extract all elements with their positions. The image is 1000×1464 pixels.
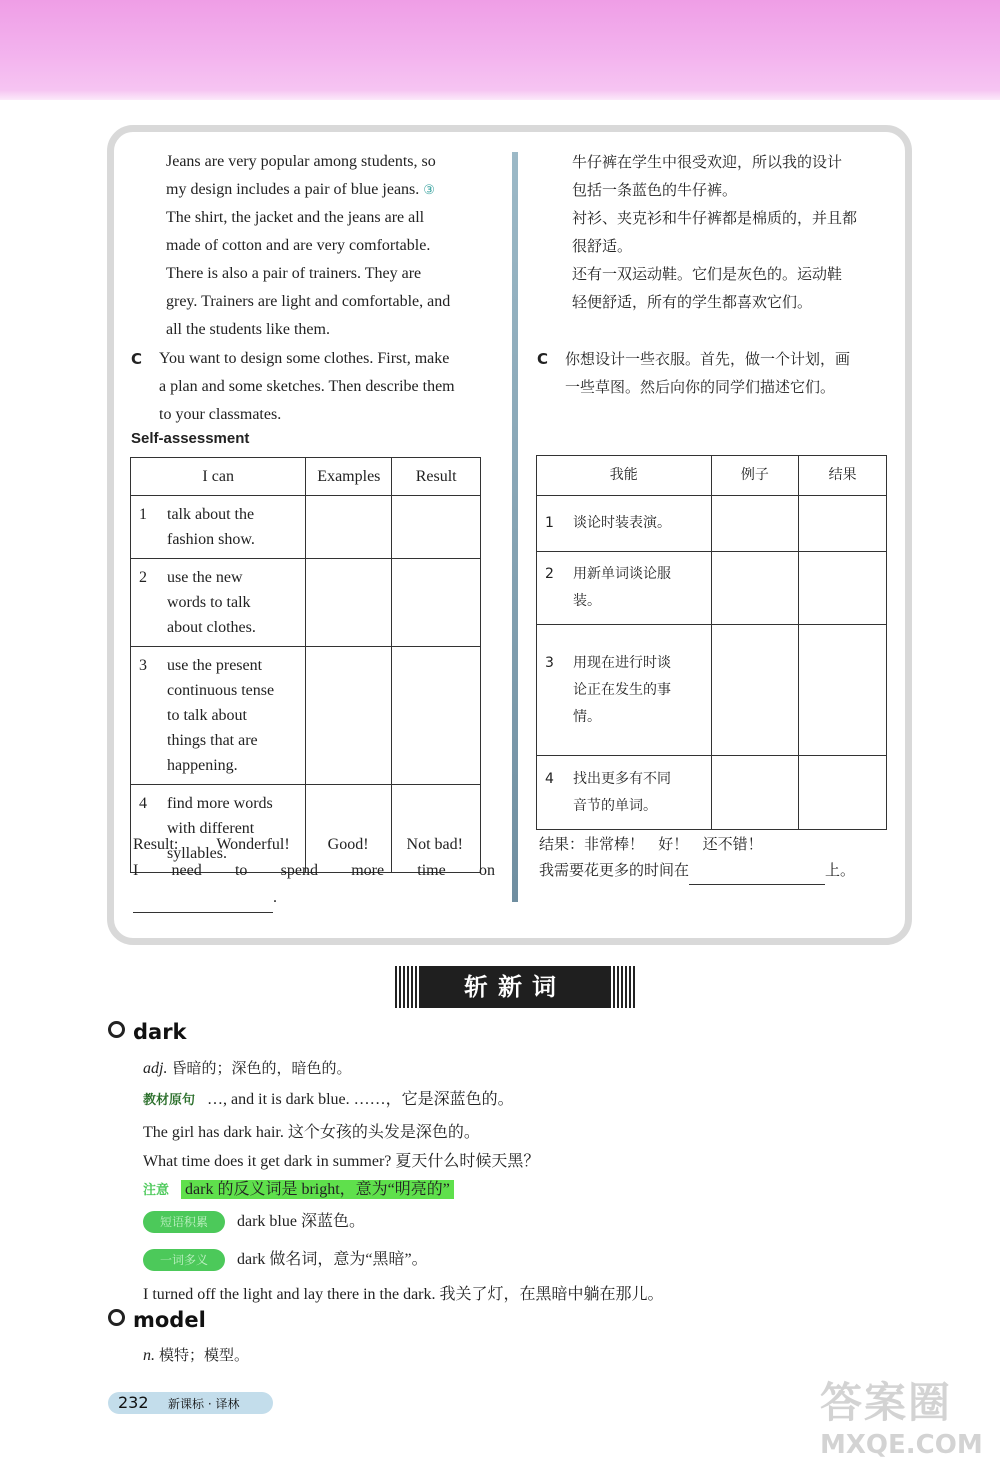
model-definition: n. 模特；模型。 — [143, 1346, 250, 1364]
zh-task-c — [537, 345, 850, 401]
table-header: 结果 — [799, 456, 887, 496]
table-cell: 4 找出更多有不同 音节的单词。 — [537, 756, 712, 830]
column-divider — [512, 152, 518, 902]
table-header: I can — [131, 458, 306, 496]
section-title: 斩新词 — [419, 966, 611, 1008]
table-cell[interactable] — [799, 552, 887, 625]
series-name: 新课标 · 译林 — [168, 1397, 240, 1411]
table-cell[interactable] — [392, 647, 481, 785]
table-cell[interactable] — [711, 496, 799, 552]
en-passage-line: all the students like them. — [166, 321, 330, 338]
task-letter: C — [537, 350, 549, 368]
dark-example: The girl has dark hair. 这个女孩的头发是深色的。 — [143, 1124, 480, 1141]
dark-definition: adj. 昏暗的；深色的，暗色的。 — [143, 1059, 352, 1077]
table-cell[interactable] — [306, 496, 392, 559]
zh-passage-line: 还有一双运动鞋。它们是灰色的。运动鞋 — [572, 265, 843, 283]
en-passage-line: grey. Trainers are light and comfortable, and — [166, 293, 451, 310]
page-footer — [108, 1392, 273, 1414]
dark-noun-use: 一词多义 dark 做名词，意为“黑暗”。 — [143, 1246, 428, 1271]
en-task-line: a plan and some sketches. Then describe them — [159, 378, 455, 395]
source-tag: 教材原句 — [143, 1093, 196, 1108]
result-option[interactable]: Good! — [327, 836, 369, 853]
page-number: 232 — [118, 1393, 149, 1412]
note-marker: ③ — [423, 182, 435, 197]
zh-passage-line: 轻便舒适，所有的学生都喜欢它们。 — [572, 293, 813, 311]
circle-bullet-icon — [108, 1309, 125, 1326]
zh-passage — [572, 148, 857, 316]
en-passage-line: my design includes a pair of blue jeans. ③ — [166, 181, 435, 198]
table-cell[interactable] — [711, 756, 799, 830]
table-cell: 4 find more words with different syllables. — [131, 785, 306, 873]
en-passage-line: The shirt, the jacket and the jeans are all — [166, 209, 425, 226]
zh-passage-line: 很舒适。 — [572, 237, 633, 255]
table-row — [537, 496, 887, 552]
circle-bullet-icon — [108, 1021, 125, 1038]
table-cell: 1 谈论时装表演。 — [537, 496, 712, 552]
highlighted-note: dark 的反义词是 bright，意为“明亮的” — [181, 1180, 454, 1199]
table-cell: 3 用现在进行时谈 论正在发生的事 情。 — [537, 625, 712, 756]
table-header: 我能 — [537, 456, 712, 496]
table-cell[interactable] — [799, 496, 887, 552]
dark-note — [143, 1176, 454, 1199]
table-cell: 3 use the present continuous tense to talk about things that are happening. — [131, 647, 306, 785]
stripe-decoration — [395, 966, 417, 1008]
watermark-logo: 答案圈 MXQE.COM — [820, 1378, 983, 1460]
zh-passage-line: 包括一条蓝色的牛仔裤。 — [572, 181, 738, 199]
en-passage-line: made of cotton and are very comfortable. — [166, 237, 431, 254]
zh-passage-line: 牛仔裤在学生中很受欢迎，所以我的设计 — [572, 153, 843, 171]
table-cell[interactable] — [799, 756, 887, 830]
dark-source-sentence: 教材原句 …, and it is dark blue. ……，它是深蓝色的。 — [143, 1091, 514, 1108]
table-row — [537, 552, 887, 625]
en-result-line: Result: Wonderful! Good! Not bad! — [133, 831, 463, 859]
en-assessment-table — [130, 457, 481, 873]
zh-task-line: 一些草图。然后向你的同学们描述它们。 — [565, 378, 836, 396]
result-option[interactable]: Wonderful! — [216, 836, 290, 853]
table-cell: 1 talk about the fashion show. — [131, 496, 306, 559]
zh-passage-line: 衬衫、夹克衫和牛仔裤都是棉质的，并且都 — [572, 209, 858, 227]
self-assessment-title: Self-assessment — [131, 430, 250, 447]
table-header: Result — [392, 458, 481, 496]
zh-task-line: 你想设计一些衣服。首先，做一个计划，画 — [565, 350, 851, 368]
table-cell[interactable] — [392, 496, 481, 559]
en-task-line: You want to design some clothes. First, make — [159, 350, 450, 367]
table-row — [537, 756, 887, 830]
en-need-line: I need to spend more time on — [133, 862, 495, 879]
en-task-line: to your classmates. — [159, 406, 282, 423]
en-passage-line: There is also a pair of trainers. They are — [166, 265, 422, 282]
table-cell[interactable] — [392, 559, 481, 647]
table-cell[interactable] — [799, 625, 887, 756]
table-cell[interactable] — [711, 625, 799, 756]
table-cell: 2 use the new words to talk about clothes. — [131, 559, 306, 647]
table-row — [131, 559, 481, 647]
meaning-pill: 一词多义 — [143, 1249, 225, 1271]
table-header: Examples — [306, 458, 392, 496]
note-tag: 注意 — [143, 1183, 170, 1198]
result-option[interactable]: Not bad! — [406, 836, 463, 853]
table-cell: 2 用新单词谈论服 装。 — [537, 552, 712, 625]
phrase-pill: 短语积累 — [143, 1211, 225, 1233]
zh-result-line: 结果：非常棒！ 好！ 还不错！ — [539, 835, 763, 853]
zh-need-line: 我需要花更多的时间在 上。 — [539, 856, 855, 885]
en-passage — [166, 148, 450, 344]
stripe-decoration — [613, 966, 635, 1008]
table-row — [131, 647, 481, 785]
en-need-blank[interactable]: . — [133, 884, 277, 913]
table-row — [537, 625, 887, 756]
en-passage-line: Jeans are very popular among students, so — [166, 153, 436, 170]
table-cell[interactable] — [711, 552, 799, 625]
section-title-banner — [395, 966, 635, 1008]
vocab-heading-dark: dark — [108, 1020, 187, 1044]
dark-example: What time does it get dark in summer? 夏天什么时候天黑？ — [143, 1153, 540, 1170]
en-task-c — [131, 345, 455, 429]
dark-phrase: 短语积累 dark blue 深蓝色。 — [143, 1208, 365, 1233]
dark-example: I turned off the light and lay there in the dark. 我关了灯，在黑暗中躺在那儿。 — [143, 1286, 664, 1303]
task-letter: C — [131, 350, 143, 368]
answer-blank[interactable] — [689, 856, 825, 885]
answer-blank[interactable] — [133, 884, 273, 913]
vocab-heading-model: model — [108, 1308, 206, 1332]
table-cell[interactable] — [306, 647, 392, 785]
zh-assessment-table — [536, 455, 887, 830]
table-row — [131, 496, 481, 559]
top-decorative-band — [0, 0, 1000, 100]
table-header: 例子 — [711, 456, 799, 496]
table-cell[interactable] — [306, 559, 392, 647]
